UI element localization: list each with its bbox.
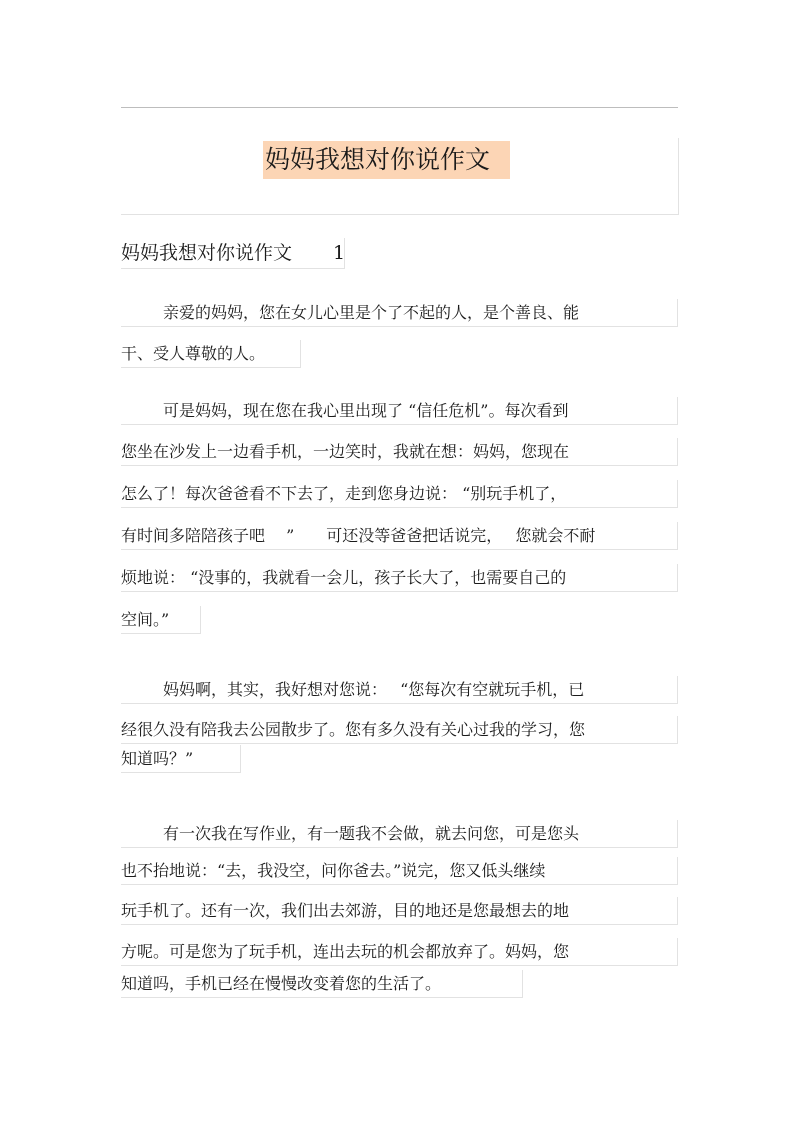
- essay-heading: [121, 238, 345, 269]
- paragraph-line: 妈妈啊，其实，我好想对您说： “您每次有空就玩手机，已: [121, 676, 678, 704]
- paragraph-line: 亲爱的妈妈，您在女儿心里是个了不起的人，是个善良、能: [121, 299, 678, 327]
- document-title: 妈妈我想对你说作文: [263, 141, 510, 179]
- paragraph-line: 知道吗，手机已经在慢慢改变着您的生活了。: [121, 970, 523, 998]
- paragraph-line: 也不抬地说：“去，我没空，问你爸去。”说完，您又低头继续: [121, 857, 678, 885]
- paragraph-line: 可是妈妈，现在您在我心里出现了 “信任危机”。每次看到: [121, 397, 678, 425]
- paragraph-line: 烦地说： “没事的，我就看一会儿，孩子长大了，也需要自己的: [121, 564, 678, 592]
- paragraph-line: 怎么了！每次爸爸看不下去了，走到您身边说： “别玩手机了，: [121, 480, 678, 508]
- paragraph-line: 有时间多陪陪孩子吧 ” 可还没等爸爸把话说完， 您就会不耐: [121, 522, 678, 550]
- paragraph-line: 有一次我在写作业，有一题我不会做，就去问您，可是您头: [121, 820, 678, 848]
- paragraph-line: 干、受人尊敬的人。: [121, 340, 301, 368]
- paragraph-line: 方呢。可是您为了玩手机，连出去玩的机会都放弃了。妈妈，您: [121, 938, 678, 966]
- essay-heading-text: 妈妈我想对你说作文: [121, 242, 293, 264]
- essay-heading-number: 1: [333, 242, 346, 264]
- top-rule: [121, 107, 678, 108]
- paragraph-line: 空间。”: [121, 606, 201, 634]
- paragraph-line: 知道吗？”: [121, 745, 241, 773]
- paragraph-line: 经很久没有陪我去公园散步了。您有多久没有关心过我的学习，您: [121, 716, 678, 744]
- paragraph-line: 您坐在沙发上一边看手机，一边笑时，我就在想：妈妈，您现在: [121, 438, 678, 466]
- paragraph-line: 玩手机了。还有一次，我们出去郊游，目的地还是您最想去的地: [121, 897, 678, 925]
